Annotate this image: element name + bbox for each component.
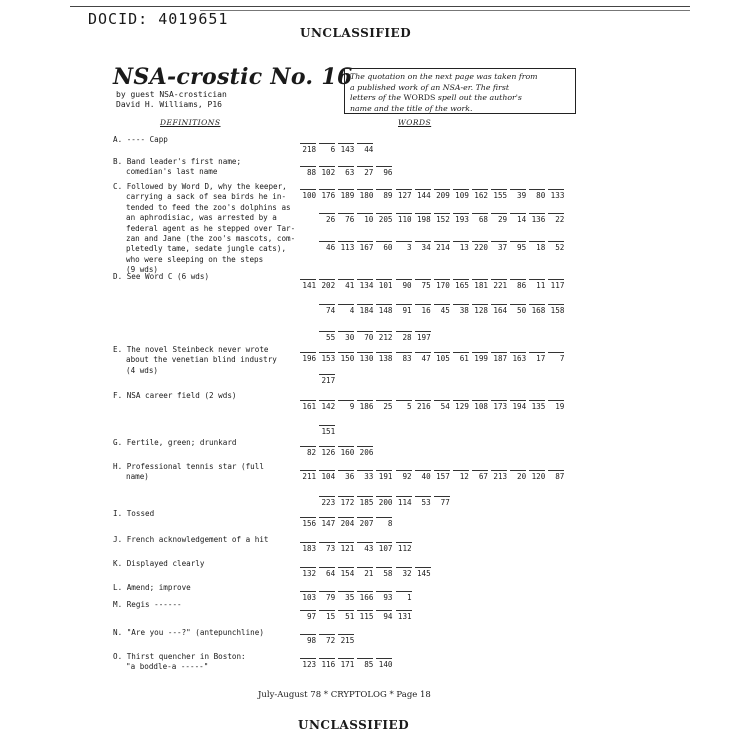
clue-text: "a boddle-a -----" [126,662,209,672]
clue-definition [113,559,204,569]
answer-blank[interactable]: 41 [338,279,354,291]
clue-definition [113,182,295,276]
answer-blank[interactable]: 4 [338,304,354,316]
clue-line [113,345,277,355]
answer-blank[interactable]: 183 [300,542,316,554]
answer-blank[interactable]: 74 [319,304,335,316]
answer-blank[interactable]: 63 [338,166,354,178]
intro-line [350,83,570,94]
clue-text: about the venetian blind industry [126,355,277,365]
intro-text: letters of the [350,93,404,102]
clue-letter: D. [113,272,123,281]
answer-blank[interactable]: 194 [510,400,526,412]
answer-blank[interactable]: 18 [529,241,545,253]
answer-blank[interactable]: 105 [434,352,450,364]
answer-blank[interactable]: 187 [491,352,507,364]
answer-blank[interactable]: 10 [357,213,373,225]
clue-definition [113,272,209,282]
answer-blank[interactable]: 114 [396,496,412,508]
answer-blank[interactable]: 117 [548,279,564,291]
answer-blank[interactable]: 205 [376,213,392,225]
answer-blank[interactable]: 170 [434,279,450,291]
answer-blank[interactable]: 9 [338,400,354,412]
answer-blank[interactable]: 150 [338,352,354,364]
answer-blank[interactable]: 172 [338,496,354,508]
words-header: WORDS [398,118,432,127]
answer-blank[interactable]: 193 [453,213,469,225]
clue-text: French acknowledgement of a hit [126,535,269,544]
byline [116,90,227,110]
answer-blank[interactable]: 13 [453,241,469,253]
answer-blank[interactable]: 64 [319,567,335,579]
clue-definition [113,345,277,376]
answer-blank[interactable]: 198 [415,213,431,225]
answer-blank[interactable]: 221 [491,279,507,291]
answer-blank[interactable]: 215 [338,634,354,646]
clue-line [113,157,241,167]
intro-line [350,72,570,83]
clue-line [113,234,295,244]
intro-text: a published work of an NSA-er. The first [350,82,509,92]
byline-line: David H. Williams, P16 [116,100,222,109]
clue-definition [113,135,168,145]
clue-line [113,509,154,519]
answer-blank[interactable]: 107 [376,542,392,554]
clue-line [113,462,264,472]
clue-definition [113,391,236,401]
answer-blank[interactable]: 163 [510,352,526,364]
clue-text: tended to feed the zoo's dolphins as [126,202,291,212]
clue-letter: C. [113,182,123,191]
answer-blank[interactable]: 152 [434,213,450,225]
clue-line [113,472,264,482]
byline-line: by guest NSA-crostician [116,90,227,99]
top-rule-secondary [200,10,690,11]
answer-blank[interactable]: 52 [548,241,564,253]
answer-blank[interactable]: 7 [548,352,564,364]
answer-blank[interactable]: 32 [396,567,412,579]
clue-line [113,662,246,672]
answer-blank[interactable]: 157 [434,470,450,482]
answer-blank[interactable]: 162 [472,189,488,201]
answer-blank[interactable]: 108 [472,400,488,412]
clue-text: comedian's last name [126,167,218,177]
answer-blank[interactable]: 148 [376,304,392,316]
answer-blank[interactable]: 120 [529,470,545,482]
clue-text: Fertile, green; drunkard [126,438,237,447]
answer-blank[interactable]: 3 [396,241,412,253]
answer-blank[interactable]: 39 [510,189,526,201]
clue-text: The novel Steinbeck never wrote [126,345,269,354]
answer-blank[interactable]: 184 [357,304,373,316]
clue-definition [113,438,236,448]
clue-line [113,224,295,234]
answer-blank[interactable]: 91 [396,304,412,316]
answer-blank[interactable]: 87 [548,470,564,482]
clue-letter: I. [113,509,123,518]
answer-blank[interactable]: 191 [376,470,392,482]
answer-blank[interactable]: 209 [434,189,450,201]
answer-blank[interactable]: 97 [300,610,316,622]
answer-blank[interactable]: 140 [376,658,392,670]
clue-letter: M. [113,600,123,609]
answer-blank[interactable]: 112 [396,542,412,554]
answer-blank[interactable]: 104 [319,470,335,482]
clue-definition [113,535,268,545]
clue-letter: F. [113,391,123,400]
answer-blank[interactable]: 202 [319,279,335,291]
answer-blank[interactable]: 166 [357,591,373,603]
answer-blank[interactable]: 72 [319,634,335,646]
clue-text: Thirst quencher in Boston: [126,652,246,661]
answer-blank[interactable]: 158 [548,304,564,316]
answer-blank[interactable]: 73 [319,542,335,554]
answer-blank[interactable]: 45 [434,304,450,316]
clue-text: Regis ------ [126,600,182,609]
clue-text: (9 wds) [126,265,159,275]
answer-blank[interactable]: 204 [338,517,354,529]
answer-blank[interactable]: 29 [491,213,507,225]
answer-blank[interactable]: 126 [319,446,335,458]
answer-blank[interactable]: 58 [376,567,392,579]
clue-line [113,192,295,202]
answer-blank[interactable]: 50 [510,304,526,316]
answer-blank[interactable]: 88 [300,166,316,178]
answer-blank[interactable]: 15 [319,610,335,622]
answer-blank[interactable]: 206 [357,446,373,458]
answer-blank[interactable]: 147 [319,517,335,529]
clue-definition [113,583,191,593]
answer-blank[interactable]: 89 [376,189,392,201]
answer-blank[interactable]: 214 [434,241,450,253]
answer-blank[interactable]: 211 [300,470,316,482]
intro-keyword: WORDS [403,93,436,102]
answer-blank[interactable]: 185 [357,496,373,508]
answer-blank[interactable]: 95 [510,241,526,253]
clue-line [113,391,236,401]
answer-blank[interactable]: 145 [415,567,431,579]
clue-letter: A. [113,135,123,144]
intro-text: spell out the author's [435,93,522,102]
clue-line [113,600,182,610]
answer-blank[interactable]: 94 [376,610,392,622]
clue-letter: K. [113,559,123,568]
answer-blank[interactable]: 161 [300,400,316,412]
answer-blank[interactable]: 36 [338,470,354,482]
answer-blank[interactable]: 70 [357,331,373,343]
answer-blank[interactable]: 35 [338,591,354,603]
answer-blank[interactable]: 141 [300,279,316,291]
answer-blank[interactable]: 28 [396,331,412,343]
top-rule [70,6,690,7]
clue-text: NSA career field (2 wds) [126,391,237,400]
clue-line [113,355,277,365]
answer-blank[interactable]: 46 [319,241,335,253]
answer-blank[interactable]: 143 [338,143,354,155]
clue-text: Displayed clearly [126,559,205,568]
answer-blank[interactable]: 76 [338,213,354,225]
clue-definition [113,652,246,673]
answer-blank[interactable]: 75 [415,279,431,291]
answer-blank[interactable]: 171 [338,658,354,670]
clue-line [113,438,236,448]
answer-blank[interactable]: 167 [357,241,373,253]
classification-top: UNCLASSIFIED [300,26,412,40]
answer-blank[interactable]: 168 [529,304,545,316]
answer-blank[interactable]: 79 [319,591,335,603]
clue-text: Followed by Word D, why the keeper, [126,182,287,191]
clue-line [113,213,295,223]
answer-blank[interactable]: 131 [396,610,412,622]
clue-line [113,203,295,213]
answer-blank[interactable]: 34 [415,241,431,253]
clue-line [113,583,191,593]
answer-blank[interactable]: 83 [396,352,412,364]
clue-line [113,167,241,177]
answer-blank[interactable]: 93 [376,591,392,603]
clue-text: name) [126,472,149,482]
answer-blank[interactable]: 133 [548,189,564,201]
answer-blank[interactable]: 132 [300,567,316,579]
clue-text: ---- Capp [126,135,168,144]
answer-blank[interactable]: 123 [300,658,316,670]
clue-text: Tossed [126,509,155,518]
answer-blank[interactable]: 61 [453,352,469,364]
puzzle-title: NSA-crostic No. 16 [113,64,353,90]
answer-blank[interactable]: 196 [300,352,316,364]
answer-blank[interactable]: 127 [396,189,412,201]
answer-blank[interactable]: 67 [472,470,488,482]
answer-blank[interactable]: 80 [529,189,545,201]
answer-blank[interactable]: 173 [491,400,507,412]
clue-letter: N. [113,628,123,637]
answer-blank[interactable]: 144 [415,189,431,201]
clue-letter: G. [113,438,123,447]
answer-blank[interactable]: 55 [319,331,335,343]
answer-blank[interactable]: 213 [491,470,507,482]
answer-blank[interactable]: 30 [338,331,354,343]
answer-blank[interactable]: 200 [376,496,392,508]
answer-blank[interactable]: 47 [415,352,431,364]
answer-blank[interactable]: 27 [357,166,373,178]
answer-blank[interactable]: 37 [491,241,507,253]
answer-blank[interactable]: 154 [338,567,354,579]
answer-blank[interactable]: 155 [491,189,507,201]
answer-blank[interactable]: 160 [338,446,354,458]
answer-blank[interactable]: 100 [300,189,316,201]
clue-definition [113,628,264,638]
clue-text: (4 wds) [126,365,159,375]
answer-blank[interactable]: 199 [472,352,488,364]
answer-blank[interactable]: 110 [396,213,412,225]
answer-blank[interactable]: 186 [357,400,373,412]
answer-blank[interactable]: 207 [357,517,373,529]
answer-blank[interactable]: 121 [338,542,354,554]
answer-blank[interactable]: 113 [338,241,354,253]
answer-blank[interactable]: 17 [529,352,545,364]
answer-blank[interactable]: 176 [319,189,335,201]
answer-blank[interactable]: 26 [319,213,335,225]
answer-blank[interactable]: 151 [319,425,335,437]
answer-blank[interactable]: 1 [396,591,412,603]
answer-blank[interactable]: 189 [338,189,354,201]
clue-line [113,255,295,265]
answer-blank[interactable]: 60 [376,241,392,253]
clue-letter: J. [113,535,123,544]
clue-letter: L. [113,583,123,592]
answer-blank[interactable]: 43 [357,542,373,554]
clue-text: zan and Jane (the zoo's mascots, com- [126,234,296,244]
answer-blank[interactable]: 217 [319,374,335,386]
answer-blank[interactable]: 218 [300,143,316,155]
clue-letter: H. [113,462,123,471]
clue-letter: E. [113,345,123,354]
intro-box [344,68,576,114]
answer-blank[interactable]: 142 [319,400,335,412]
answer-blank[interactable]: 77 [434,496,450,508]
answer-blank[interactable]: 115 [357,610,373,622]
answer-blank[interactable]: 138 [376,352,392,364]
answer-blank[interactable]: 156 [300,517,316,529]
clue-text: who were sleeping on the steps [126,254,264,264]
answer-blank[interactable]: 14 [510,213,526,225]
answer-blank[interactable]: 153 [319,352,335,364]
clue-line [113,135,168,145]
answer-blank[interactable]: 20 [510,470,526,482]
answer-blank[interactable]: 116 [319,658,335,670]
answer-blank[interactable]: 135 [529,400,545,412]
answer-blank[interactable]: 90 [396,279,412,291]
answer-blank[interactable]: 216 [415,400,431,412]
answer-blank[interactable]: 6 [319,143,335,155]
intro-text: The quotation on the next page was taken from [350,72,538,81]
answer-blank[interactable]: 92 [396,470,412,482]
answer-blank[interactable]: 165 [453,279,469,291]
clue-text: Amend; improve [126,583,191,592]
clue-line [113,244,295,254]
clue-definition [113,462,264,483]
clue-line [113,182,295,192]
clue-line [113,535,268,545]
answer-blank[interactable]: 212 [376,331,392,343]
answer-blank[interactable]: 5 [396,400,412,412]
answer-blank[interactable]: 96 [376,166,392,178]
answer-blank[interactable]: 130 [357,352,373,364]
answer-blank[interactable]: 44 [357,143,373,155]
docid: DOCID: 4019651 [88,10,229,28]
answer-blank[interactable]: 128 [472,304,488,316]
definitions-header: DEFINITIONS [160,118,221,127]
answer-blank[interactable]: 40 [415,470,431,482]
answer-blank[interactable]: 16 [415,304,431,316]
answer-blank[interactable]: 82 [300,446,316,458]
answer-blank[interactable]: 101 [376,279,392,291]
answer-blank[interactable]: 129 [453,400,469,412]
clue-line [113,366,277,376]
clue-letter: B. [113,157,123,166]
answer-blank[interactable]: 220 [472,241,488,253]
answer-blank[interactable]: 98 [300,634,316,646]
answer-blank[interactable]: 197 [415,331,431,343]
answer-blank[interactable]: 134 [357,279,373,291]
answer-blank[interactable]: 8 [376,517,392,529]
clue-letter: O. [113,652,123,661]
answer-blank[interactable]: 19 [548,400,564,412]
answer-blank[interactable]: 25 [376,400,392,412]
intro-line [350,93,570,104]
answer-blank[interactable]: 85 [357,658,373,670]
answer-blank[interactable]: 180 [357,189,373,201]
answer-blank[interactable]: 54 [434,400,450,412]
answer-blank[interactable]: 22 [548,213,564,225]
answer-blank[interactable]: 223 [319,496,335,508]
clue-definition [113,157,241,178]
answer-blank[interactable]: 11 [529,279,545,291]
clue-line [113,628,264,638]
answer-blank[interactable]: 86 [510,279,526,291]
clue-definition [113,600,182,610]
clue-text: See Word C (6 wds) [126,272,210,281]
answer-blank[interactable]: 12 [453,470,469,482]
answer-blank[interactable]: 102 [319,166,335,178]
answer-blank[interactable]: 164 [491,304,507,316]
answer-blank[interactable]: 68 [472,213,488,225]
page-footer: July-August 78 * CRYPTOLOG * Page 18 [258,690,431,700]
clue-text: Professional tennis star (full [126,462,264,471]
answer-blank[interactable]: 51 [338,610,354,622]
clue-text: an aphrodisiac, was arrested by a [126,213,277,223]
answer-blank[interactable]: 53 [415,496,431,508]
clue-text: carrying a sack of sea birds he in- [126,192,287,202]
intro-line [350,104,570,115]
clue-definition [113,509,154,519]
clue-text: "Are you ---?" (antepunchline) [126,628,264,637]
answer-blank[interactable]: 33 [357,470,373,482]
clue-text: pletedly tame, sedate jungle cats), [126,244,287,254]
classification-bottom: UNCLASSIFIED [298,718,410,732]
answer-blank[interactable]: 181 [472,279,488,291]
intro-text: name and the title of the work. [350,103,473,113]
answer-blank[interactable]: 21 [357,567,373,579]
clue-text: Band leader's first name; [126,157,242,166]
clue-line [113,652,246,662]
clue-line [113,559,204,569]
answer-blank[interactable]: 109 [453,189,469,201]
answer-blank[interactable]: 136 [529,213,545,225]
clue-text: federal agent as he stepped over Tar- [126,223,296,233]
answer-blank[interactable]: 38 [453,304,469,316]
answer-blank[interactable]: 103 [300,591,316,603]
clue-line [113,272,209,282]
